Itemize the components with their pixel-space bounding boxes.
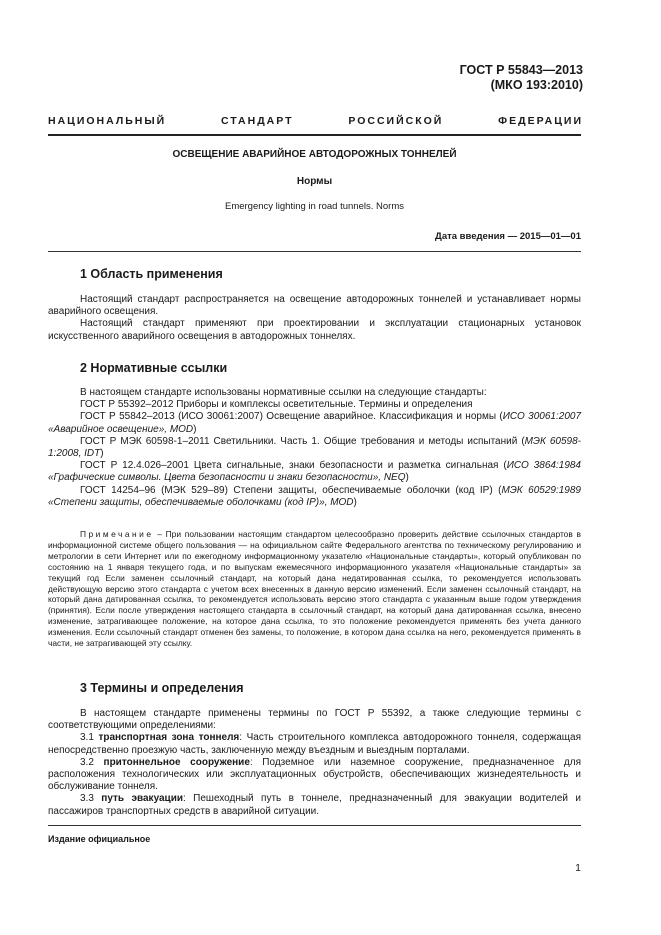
document-code-line1: ГОСТ Р 55843—2013 bbox=[459, 63, 583, 77]
section-3-heading: 3 Термины и определения bbox=[80, 681, 244, 695]
section-3-intro: В настоящем стандарте применены термины по ГОСТ Р 55392, а также следующие термины с соответствующими определениями: bbox=[48, 708, 581, 732]
section-1-body bbox=[48, 294, 581, 343]
document-code bbox=[460, 63, 583, 93]
section-2-intro: В настоящем стандарте использованы нормативные ссылки на следующие стандарты: bbox=[80, 387, 487, 398]
section-2-heading: 2 Нормативные ссылки bbox=[80, 361, 228, 375]
section-1-paragraph-1: Настоящий стандарт распространяется на освещение автодорожных тоннелей и устанавливает нормы аварийного освещения. bbox=[48, 294, 581, 318]
section-1-paragraph-2: Настоящий стандарт применяют при проектировании и эксплуатации стационарных установок искусственного аварийного освещения в автодорожных тоннелях. bbox=[48, 318, 581, 342]
section-1-heading: 1 Область применения bbox=[80, 267, 223, 281]
reference-4: ГОСТ Р 12.4.026–2001 Цвета сигнальные, знаки безопасности и разметка сигнальная (ИСО 3864:1984 «Графические символы. Цвета безопасности и знаки безопасности», NEQ) bbox=[48, 460, 581, 484]
english-title: Emergency lighting in road tunnels. Norms bbox=[224, 201, 404, 212]
title-rule bbox=[48, 251, 581, 252]
header-rule bbox=[48, 134, 581, 136]
page-number: 1 bbox=[575, 862, 581, 874]
introduction-date: Дата введения — 2015—01—01 bbox=[435, 231, 581, 242]
official-edition-label: Издание официальное bbox=[48, 834, 151, 844]
references-note bbox=[48, 529, 581, 649]
section-3-body bbox=[48, 708, 581, 818]
term-3-3: 3.3 путь эвакуации: Пешеходный путь в тоннеле, предназначенный для эвакуации водителей и пассажиров транспортных средств в аварийной ситуации. bbox=[48, 793, 581, 817]
reference-1: ГОСТ Р 55392–2012 Приборы и комплексы осветительные. Термины и определения bbox=[80, 399, 473, 411]
note-text: – При пользовании настоящим стандартом целесообразно проверить действие ссылочных стандартов в информационной системе общего пользования — на официальном сайте Федерального агентства по техническому регулированию и метрологии в сети Интернет или по ежегодному информационному указателю «Национальные стандарты», который опубликован по состоянию на 1 января текущего года, и по выпускам ежемесячного информационного указателя «Национальные стандарты» за текущий год Если заменен ссылочный стандарт, на который дана недатированная ссылка, то рекомендуется использовать действующую версию этого стандарта с учетом всех внесенных в данную версию изменений. Если заменен ссылочный стандарт, на который дана датированная ссылка, то рекомендуется использовать версию этого стандарта с указанным выше годом утверждения (принятия). Если после утверждения настоящего стандарта в ссылочный стандарт, на который дана датированная ссылка, внесено изменение, затрагивающее положение, на которое дана ссылка, то это положение рекомендуется применять без учета данного изменения. Если ссылочный стандарт отменен без замены, то положение, в котором дана ссылка на него, рекомендуется применять в части, не затрагивающей эту ссылку. bbox=[48, 529, 581, 649]
standard-subtitle: Нормы bbox=[296, 176, 333, 187]
note-label: Примечание bbox=[80, 529, 154, 539]
term-3-1: 3.1 транспортная зона тоннеля: Часть строительного комплекса автодорожного тоннеля, содержащая непосредственно проезжую часть, заключенную между въездным и выездным порталами. bbox=[48, 732, 581, 756]
standard-title: ОСВЕЩЕНИЕ АВАРИЙНОЕ АВТОДОРОЖНЫХ ТОННЕЛЕЙ bbox=[172, 149, 457, 160]
section-2-body bbox=[48, 387, 581, 509]
footer-rule bbox=[48, 825, 581, 826]
reference-5: ГОСТ 14254–96 (МЭК 529–89) Степени защиты, обеспечиваемые оболочки (код IP) (МЭК 60529:1989 «Степени защиты, обеспечиваемые оболочками (код IP)», MOD) bbox=[48, 484, 581, 508]
document-code-line2: (МКО 193:2010) bbox=[490, 78, 583, 92]
reference-3: ГОСТ Р МЭК 60598-1–2011 Светильники. Часть 1. Общие требования и методы испытаний (МЭК 60598-1:2008, IDT) bbox=[48, 435, 582, 460]
national-standard-banner: НАЦИОНАЛЬНЫЙ СТАНДАРТ РОССИЙСКОЙ ФЕДЕРАЦИИ bbox=[48, 115, 583, 127]
reference-2: ГОСТ Р 55842–2013 (ИСО 30061:2007) Освещение аварийное. Классификация и нормы (ИСО 30061:2007 «Аварийное освещение», MOD) bbox=[48, 411, 582, 435]
term-3-2: 3.2 притоннельное сооружение: Подземное или наземное сооружение, предназначенное для расположения технологических или эксплуатационных обустройств, обеспечивающих жизнедеятельность и обслуживание тоннеля. bbox=[48, 756, 581, 793]
